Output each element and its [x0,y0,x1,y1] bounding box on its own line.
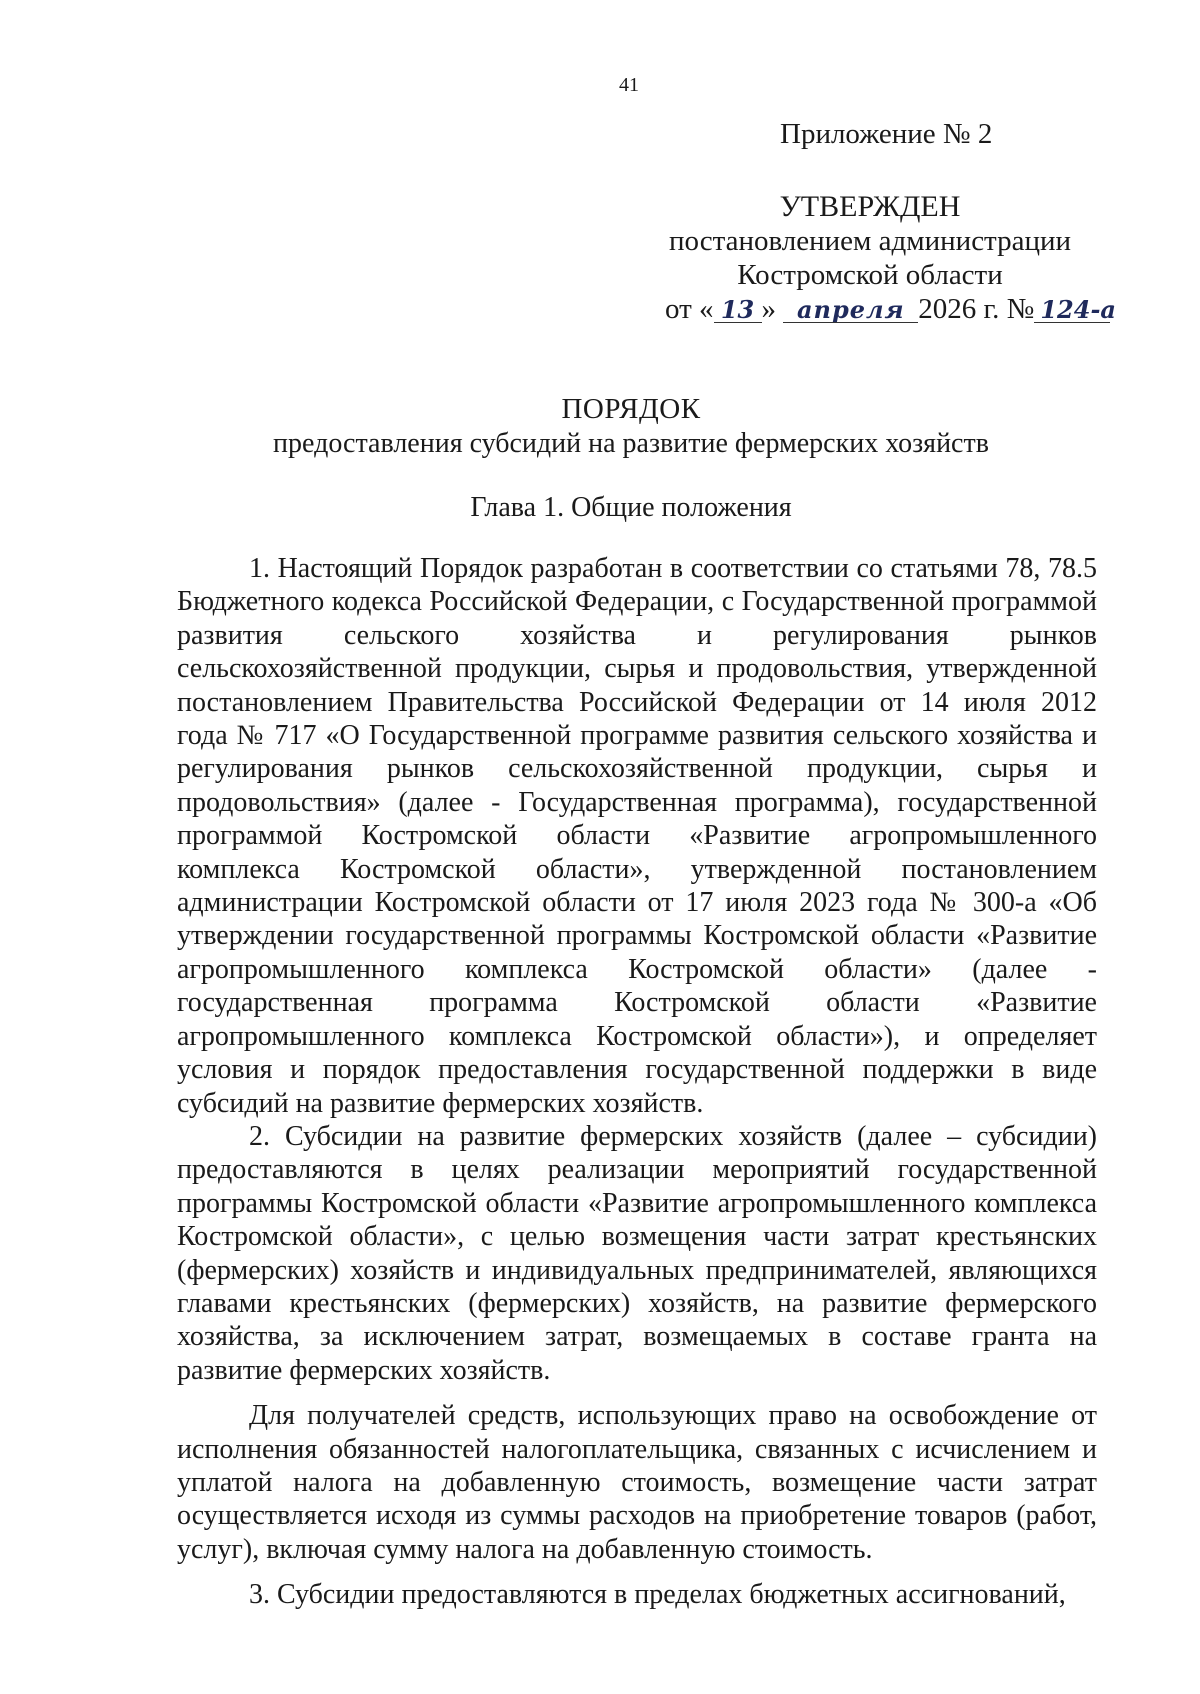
chapter-heading: Глава 1. Общие положения [470,492,792,523]
approved-by-line-2: Костромской области [737,259,1003,291]
handwritten-doc-number: 124-а [1034,293,1160,327]
approval-date-line [665,292,1116,327]
handwritten-day: 13 [714,293,762,327]
approved-heading: УТВЕРЖДЕН [779,190,961,223]
paragraph-3: Для получателей средств, использующих право на освобождение от исполнения обязанностей налогоплательщика, связанных с исчислением и уплатой налога на добавленную стоимость, возмещение части затрат осуществляется исходя из суммы расходов на приобретение товаров (работ, услуг), включая сумму налога на добавленную стоимость. [177,1400,1097,1565]
appendix-label: Приложение № 2 [780,118,993,150]
paragraph-4: 3. Субсидии предоставляются в пределах бюджетных ассигнований, [249,1579,1066,1611]
document-title: ПОРЯДОК [561,393,701,425]
approval-block [665,190,1116,327]
date-prefix: от « [665,293,714,325]
document-subtitle: предоставления субсидий на развитие фермерских хозяйств [273,428,989,459]
handwritten-month: апреля [783,293,918,327]
document-body [177,552,1097,1612]
page-number: 41 [619,74,639,96]
date-year: 2026 г. № [918,293,1035,325]
paragraph-1: 1. Настоящий Порядок разработан в соответствии со статьями 78, 78.5 Бюджетного кодекса Российской Федерации, с Государственной программой развития сельского хозяйства и регулирования рынков сельскохозяйственной продукции, сырья и продовольствия, утвержденной постановлением Правительства Российской Федерации от 14 июля 2012 года № 717 «О Государственной программе развития сельского хозяйства и регулирования рынков сельскохозяйственной продукции, сырья и продовольствия» (далее - Государственная программа), государственной программой Костромской области «Развитие агропромышленного комплекса Костромской области», утвержденной постановлением администрации Костромской области от 17 июля 2023 года № 300-а «Об утверждении государственной программы Костромской области «Развитие агропромышленного комплекса Костромской области» (далее - государственная программа Костромской области «Развитие агропромышленного комплекса Костромской области»), и определяет условия и порядок предоставления государственной поддержки в виде субсидий на развитие фермерских хозяйств. [177,553,1097,1119]
paragraph-2: 2. Субсидии на развитие фермерских хозяйств (далее – субсидии) предоставляются в целях реализации мероприятий государственной программы Костромской области «Развитие агропромышленного комплекса Костромской области», с целью возмещения части затрат крестьянских (фермерских) хозяйств и индивидуальных предпринимателей, являющихся главами крестьянских (фермерских) хозяйств, на развитие фермерского хозяйства, за исключением затрат, возмещаемых в составе гранта на развитие фермерских хозяйств. [177,1120,1097,1386]
date-mid: » [761,293,777,325]
approved-by-line-1: постановлением администрации [668,225,1072,257]
